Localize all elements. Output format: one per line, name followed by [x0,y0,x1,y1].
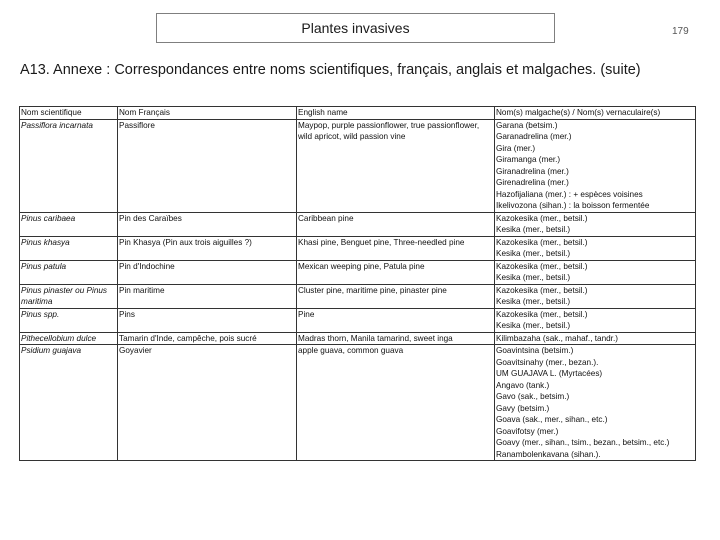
table-row [20,212,696,236]
malagasy-names-cell [495,260,696,284]
scientific-name-cell: Pinus caribaea [20,212,118,236]
french-name-cell: Pin maritime [118,284,297,308]
header-english-name: English name [297,107,495,120]
malagasy-name: Angavo (tank.) [496,380,550,390]
scientific-name-cell: Pinus spp. [20,308,118,332]
table-row [20,236,696,260]
table-row [20,260,696,284]
english-name-cell: Madras thorn, Manila tamarind, sweet inga [297,332,495,345]
table-row [20,332,696,345]
malagasy-name: Ranambolenkavana (sihan.). [496,449,601,459]
section-title: A13. Annexe : Correspondances entre noms scientifiques, français, anglais et malgaches. (suite) [20,62,641,78]
malagasy-names-cell [495,212,696,236]
english-name-cell: Caribbean pine [297,212,495,236]
table-row [20,119,696,212]
malagasy-name: Ikelivozona (sihan.) : la boisson fermentée [496,201,650,210]
scientific-name-cell: Pinus patula [20,260,118,284]
malagasy-name: Hazofijaliana (mer.) : + espèces voisines [496,189,643,199]
correspondence-table [19,106,696,461]
malagasy-names-cell [495,284,696,308]
french-name-cell: Pin Khasya (Pin aux trois aiguilles ?) [118,236,297,260]
malagasy-name: Gira (mer.) [496,143,536,153]
malagasy-names-cell [495,332,696,345]
malagasy-name: Kazokesika (mer., betsil.) [496,237,588,247]
header-title: Plantes invasives [301,20,410,36]
french-name-cell: Passiflore [118,119,297,212]
malagasy-name: Goavifotsy (mer.) [496,426,559,436]
scientific-name-cell: Passiflora incarnata [20,119,118,212]
malagasy-name: Garana (betsim.) [496,120,558,130]
header-malagasy-names: Nom(s) malgache(s) / Nom(s) vernaculaire(s) [495,107,696,120]
malagasy-name: Kazokesika (mer., betsil.) [496,285,588,295]
english-name-cell: Maypop, purple passionflower, true passionflower, wild apricot, wild passion vine [297,119,495,212]
french-name-cell: Pins [118,308,297,332]
malagasy-name: Kesika (mer., betsil.) [496,321,571,330]
malagasy-name: UM GUAJAVA L. (Myrtacées) [496,369,603,378]
french-name-cell: Pin des Caraïbes [118,212,297,236]
table-row [20,345,696,461]
english-name-cell: Mexican weeping pine, Patula pine [297,260,495,284]
scientific-name-cell: Pithecellobium dulce [20,332,118,345]
scientific-name-cell: Pinus pinaster ou Pinus maritima [20,284,118,308]
malagasy-name: Gavo (sak., betsim.) [496,392,570,401]
malagasy-name: Kazokesika (mer., betsil.) [496,261,588,271]
malagasy-name: Garanadrelina (mer.) [496,132,572,141]
table-row [20,284,696,308]
malagasy-name: Kilimbazaha (sak., mahaf., tandr.) [496,333,618,343]
malagasy-name: Kesika (mer., betsil.) [496,273,571,282]
scientific-name-cell: Psidium guajava [20,345,118,461]
malagasy-name: Giranadrelina (mer.) [496,166,569,176]
malagasy-names-cell [495,236,696,260]
malagasy-name: Giramanga (mer.) [496,155,561,164]
french-name-cell: Goyavier [118,345,297,461]
malagasy-names-cell [495,308,696,332]
english-name-cell: Pine [297,308,495,332]
malagasy-name: Goava (sak., mer., sihan., etc.) [496,415,608,424]
scientific-name-cell: Pinus khasya [20,236,118,260]
page-number: 179 [672,26,689,37]
malagasy-names-cell [495,345,696,461]
header-scientific-name: Nom scientifique [20,107,118,120]
malagasy-name: Goavy (mer., sihan., tsim., bezan., betsim., etc.) [496,438,670,447]
malagasy-name: Kazokesika (mer., betsil.) [496,309,588,319]
header-title-box [156,13,555,43]
english-name-cell: Cluster pine, maritime pine, pinaster pine [297,284,495,308]
table-header-row [20,107,696,120]
malagasy-names-cell [495,119,696,212]
malagasy-name: Kesika (mer., betsil.) [496,225,571,234]
english-name-cell: apple guava, common guava [297,345,495,461]
malagasy-name: Girenadrelina (mer.) [496,178,569,187]
header-french-name: Nom Français [118,107,297,120]
french-name-cell: Tamarin d'Inde, campêche, pois sucré [118,332,297,345]
french-name-cell: Pin d'Indochine [118,260,297,284]
malagasy-name: Gavy (betsim.) [496,403,550,413]
malagasy-name: Goavintsina (betsim.) [496,346,574,355]
table-row [20,308,696,332]
malagasy-name: Kazokesika (mer., betsil.) [496,213,588,223]
malagasy-name: Kesika (mer., betsil.) [496,297,571,306]
malagasy-name: Goavitsinahy (mer., bezan.). [496,357,599,367]
table-body [20,119,696,461]
english-name-cell: Khasi pine, Benguet pine, Three-needled pine [297,236,495,260]
malagasy-name: Kesika (mer., betsil.) [496,249,571,258]
